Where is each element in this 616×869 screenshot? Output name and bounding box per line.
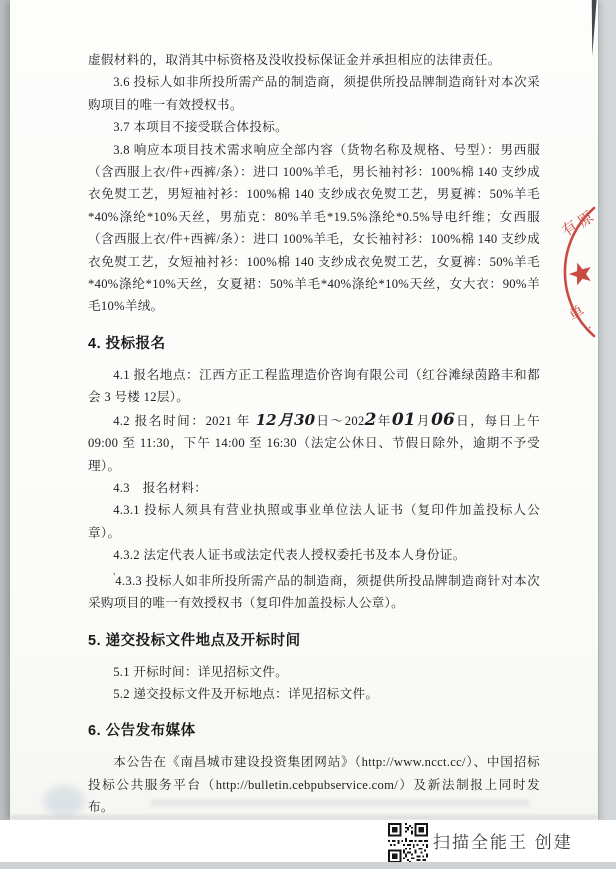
clause-carryover-line: 虚假材料的，取消其中标资格及没收投标保证金并承担相应的法律责任。 [88, 53, 501, 67]
qr-finder-top-left [388, 823, 401, 836]
seal-char-top-left: 有 [559, 218, 581, 240]
qr-code-icon [388, 823, 428, 863]
seal-star-icon [566, 259, 594, 287]
section-4-heading: 4. 投标报名 [88, 335, 166, 352]
section-5-heading: 5. 递交投标文件地点及开标时间 [88, 632, 301, 649]
handwritten-year-digit: 2 [364, 409, 377, 430]
seal-char-top-right: 原 [575, 209, 597, 231]
scanner-bed-right-strip [599, 0, 616, 869]
scanner-credit-label: 扫描全能王 创建 [433, 833, 573, 852]
partial-round-seal-icon [555, 198, 598, 346]
clause-4-3-3-text: 4.3.3 投标人如非所投所需产品的制造商，须提供所投品牌制造商针对本次采购项目的唯一有效授权书（复印件加盖投标人公章）。 [88, 573, 540, 611]
clause-4-2-printed-post: 日，每日上午 09:00 至 11:30，下午 14:00 至 16:30（法定公休日、节假日除外，逾期不予受理）。 [88, 413, 540, 473]
clause-4-3-1: 4.3.1 投标人须具有营业执照或事业单位法人证书（复印件加盖投标人公章）。 [88, 503, 540, 540]
clause-4-2-printed-mid1: 日～202 [315, 413, 365, 428]
clause-5-2: 5.2 递交投标文件及开标地点：详见招标文件。 [113, 686, 379, 701]
clause-4-2-printed-pre: 4.2 报名时间：2021 年 [113, 413, 256, 428]
clause-6-body: 本公告在《南昌城市建设投资集团网站》（http://www.ncct.cc/）、中国招标投标公共服务平台（http://bulletin.cebpubservice.com/）及新法制报上同时发布。 [88, 755, 540, 815]
qr-finder-bottom-left [388, 850, 401, 863]
clause-4-2-printed-mid2: 年 [376, 413, 392, 428]
scanner-bed-left-strip [0, 0, 10, 820]
seal-mark: , [588, 316, 592, 331]
qr-finder-top-right [415, 823, 428, 836]
handwritten-month: 01 [391, 409, 416, 430]
seal-char-bottom: 单 [566, 303, 588, 325]
clause-4-2 [88, 409, 540, 477]
clause-4-3-3 [88, 567, 540, 615]
clause-4-1: 4.1 报名地点：江西方正工程监理造价咨询有限公司（红谷滩绿茵路丰和都会 3 号楼 12层）。 [88, 367, 540, 405]
handwritten-date-month-day: 12月30 [255, 410, 316, 429]
clause-4-3: 4.3 报名材料： [113, 480, 208, 495]
scanned-page [10, 0, 598, 820]
scan-bleedthrough-line [150, 800, 530, 806]
page-fold-shadow [590, 0, 597, 56]
clause-3-6: 3.6 投标人如非所投所需产品的制造商，须提供所投品牌制造商针对本次采购项目的唯一有效授权书。 [88, 75, 540, 112]
scanner-bed-bottom-strip [0, 862, 616, 869]
clause-5-1: 5.1 开标时间：详见招标文件。 [113, 664, 289, 679]
scan-smudge [44, 786, 84, 816]
clause-3-7: 3.7 本项目不接受联合体投标。 [113, 120, 289, 135]
clause-3-8: 3.8 响应本项目技术需求响应全部内容（货物名称及规格、号型）：男西服（含西服上衣/件+西裤/条）：进口 100%羊毛，男长袖衬衫：100%棉 140 支纱成衣免熨工艺，男短袖衬衫：100%棉 140 支纱成衣免熨工艺，男夏裤：50%羊毛*40%涤纶*10%天丝，男茄克：80%羊毛*19.5%涤纶*0.5%导电纤维；女西服（含西服上衣/件+西裤/条）：进口 100%羊毛，女长袖衬衫：100%棉 140 支纱成衣免熨工艺，女短袖衬衫：100%棉 140 支纱成衣免熨工艺，女夏裤：50%羊毛*40%涤纶*10%天丝，女夏裙：50%羊毛*40%涤纶*10%天丝，女大衣：90%羊毛10%羊绒。 [88, 142, 540, 314]
clause-4-3-2: 4.3.2 法定代表人证书或法定代表人授权委托书及本人身份证。 [113, 548, 466, 563]
clause-4-2-printed-mid3: 月 [415, 413, 432, 428]
handwritten-day: 06 [431, 409, 455, 430]
document-body [88, 49, 540, 819]
section-6-heading: 6. 公告发布媒体 [88, 723, 196, 740]
pen-mark: ' [113, 571, 116, 583]
